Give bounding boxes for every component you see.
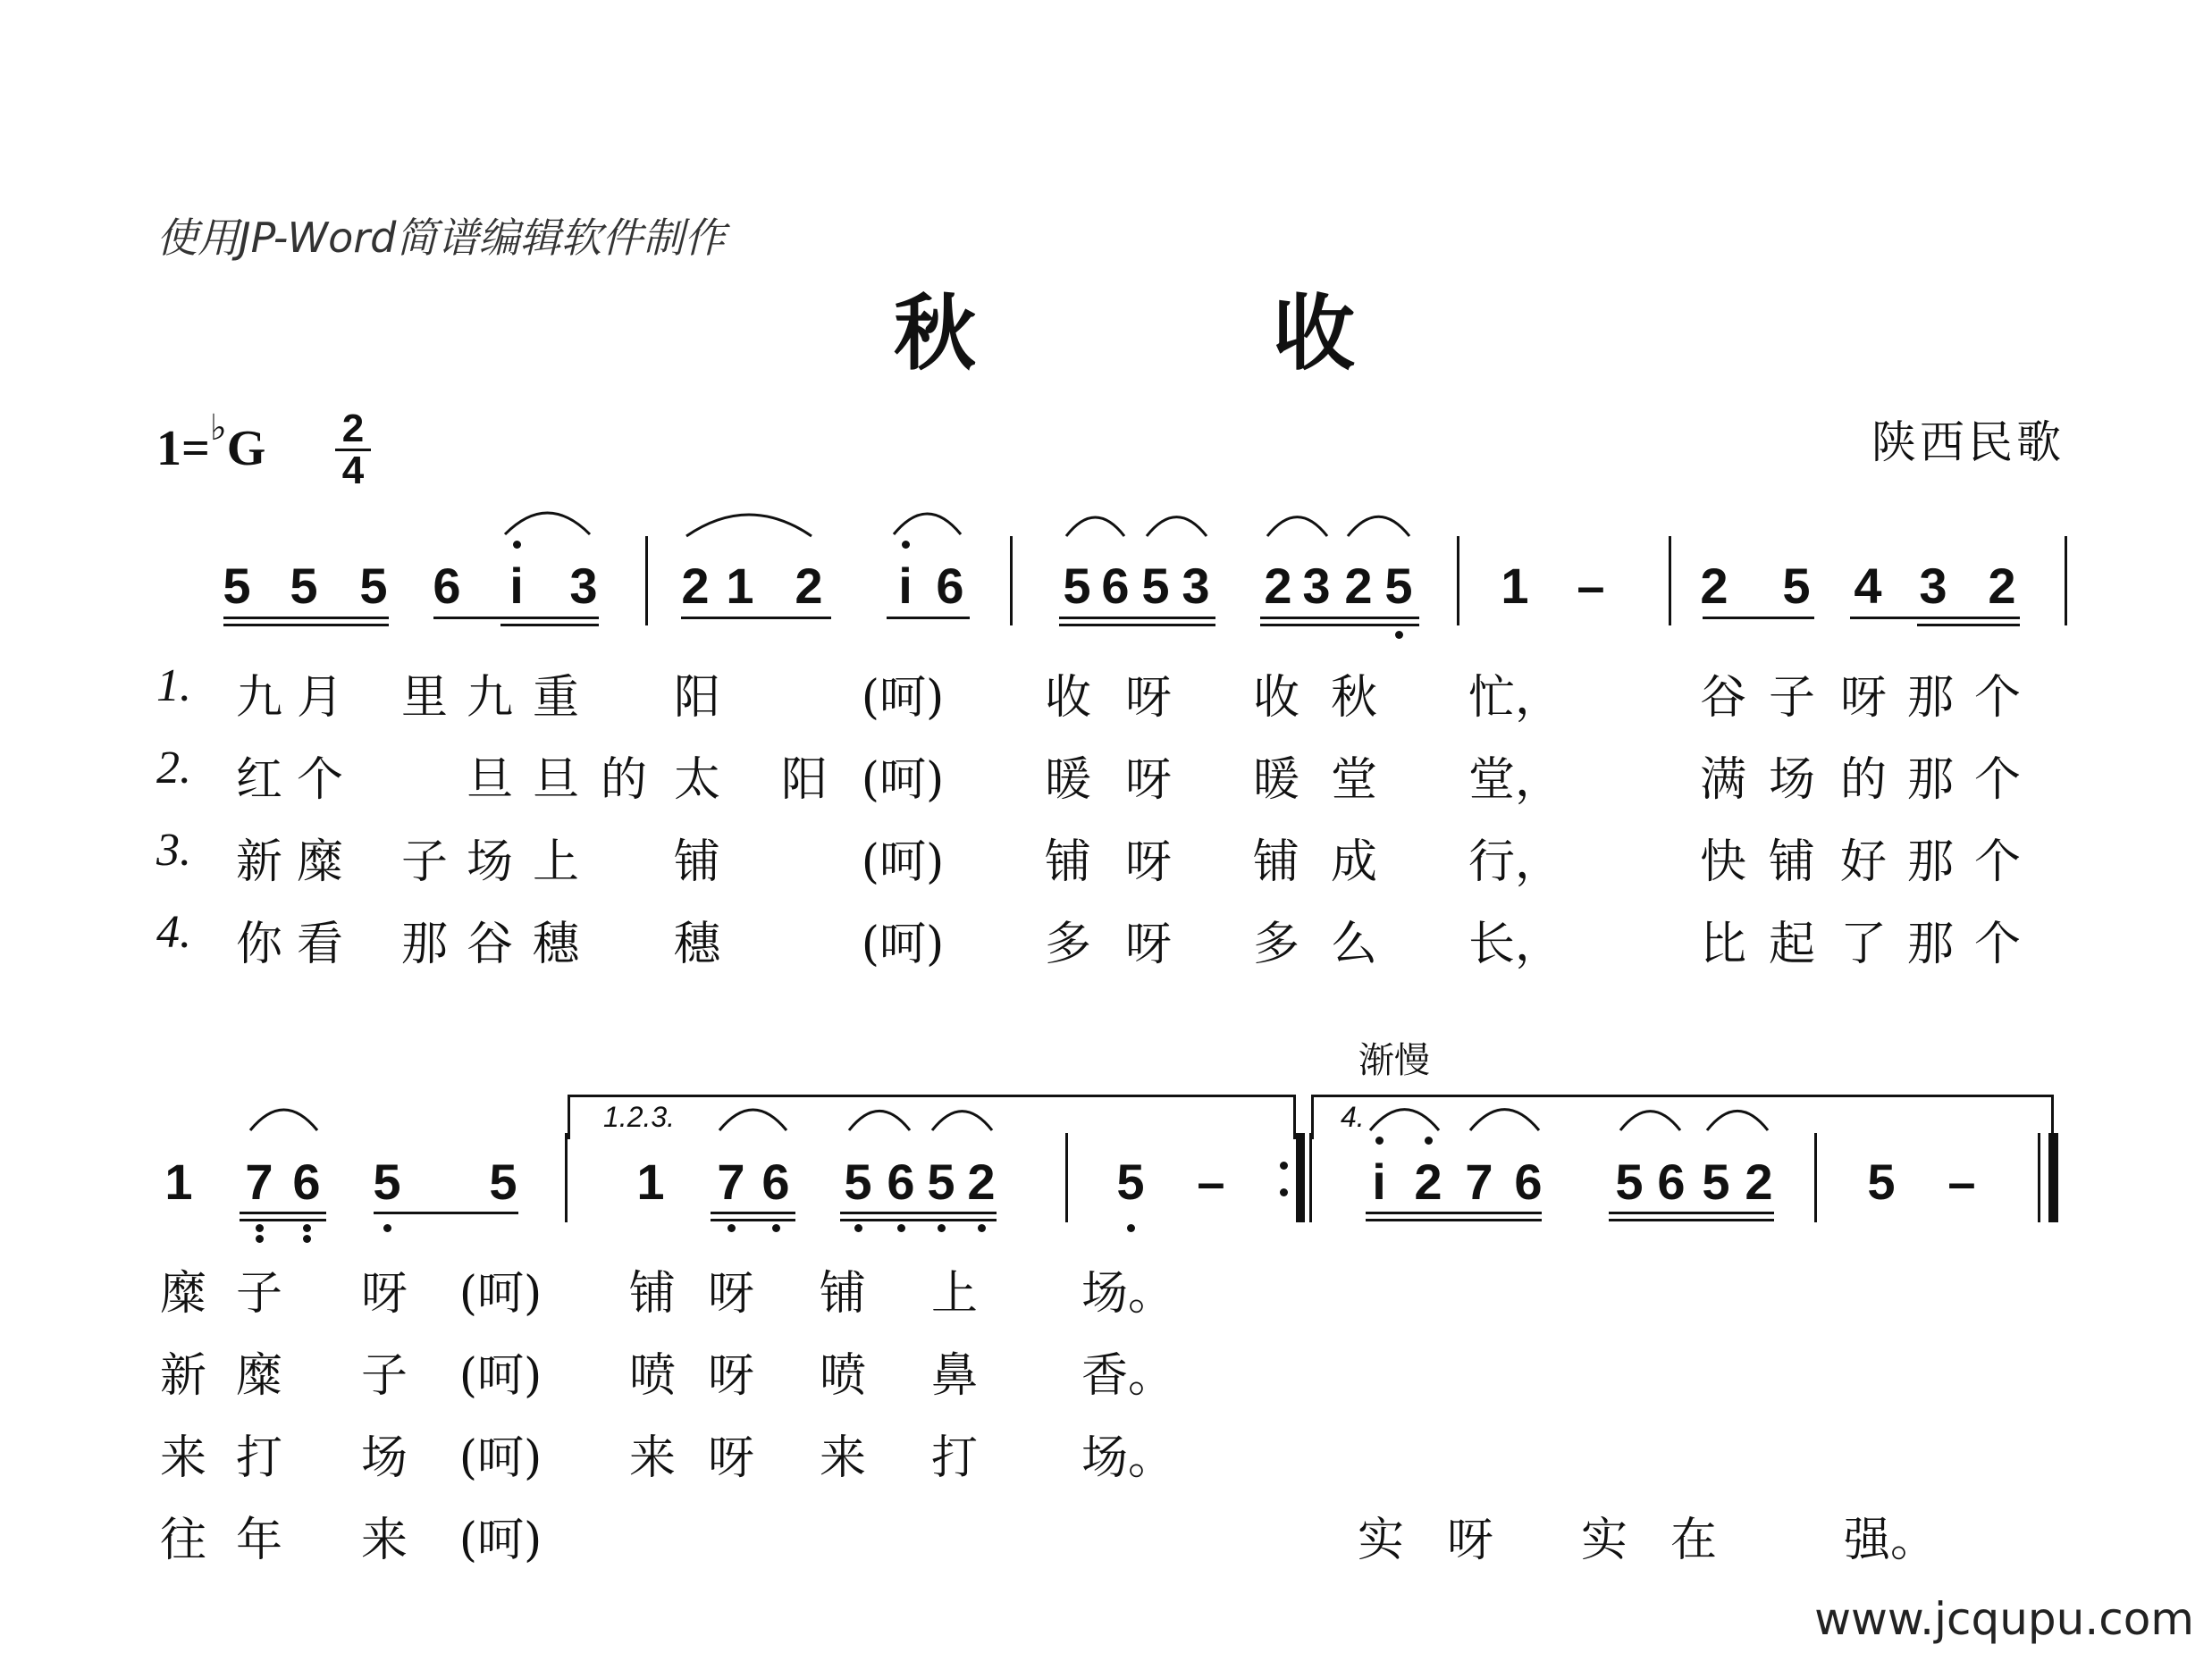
note-digit: 3 bbox=[1919, 558, 1947, 614]
note-digit: 5 bbox=[1116, 1154, 1145, 1210]
slur bbox=[505, 513, 590, 534]
lyric-syllable: 子 bbox=[1768, 671, 1816, 725]
slur bbox=[719, 1110, 786, 1130]
note-digit: 1 bbox=[164, 1154, 193, 1210]
lyric-syllable: 喷 bbox=[819, 1349, 867, 1403]
lyric-syllable: 实 bbox=[1357, 1514, 1405, 1567]
lyric-syllable: 铺 bbox=[1252, 835, 1300, 889]
lyric-syllable: 呀 bbox=[707, 1267, 755, 1321]
octave-dot-low bbox=[383, 1224, 391, 1232]
lyric-syllable: 来 bbox=[628, 1431, 677, 1485]
lyric-syllable: 的 bbox=[1839, 753, 1888, 807]
lyric-syllable: 往 bbox=[159, 1514, 207, 1567]
note-digit: 2 bbox=[1700, 558, 1728, 614]
lyric-syllable: 旦 bbox=[466, 753, 514, 807]
octave-dot-low bbox=[772, 1224, 780, 1232]
lyric-syllable: 暖 bbox=[1044, 753, 1092, 807]
lyric-syllable: 喷 bbox=[628, 1349, 677, 1403]
lyric-syllable: 了 bbox=[1839, 918, 1888, 971]
lyric-syllable: 铺 bbox=[1044, 835, 1092, 889]
lyric-syllable: 那 bbox=[1906, 753, 1955, 807]
lyric-syllable: 呀 bbox=[1124, 918, 1173, 971]
note-digit: 1 bbox=[1501, 558, 1529, 614]
key-note: G bbox=[226, 421, 266, 476]
slur bbox=[1620, 1112, 1680, 1130]
octave-dot-high bbox=[1375, 1137, 1384, 1145]
lyric-syllable: 糜 bbox=[235, 1349, 283, 1403]
note-digit: 7 bbox=[245, 1154, 273, 1210]
slur bbox=[686, 515, 812, 536]
lyric-syllable: 阳 bbox=[780, 753, 828, 807]
lyric-syllable: 子 bbox=[235, 1267, 283, 1321]
lyric-syllable: 鼻 bbox=[930, 1349, 979, 1403]
note-digit: 2 bbox=[1414, 1154, 1442, 1210]
lyric-syllable: 来 bbox=[360, 1514, 408, 1567]
verse-number: 1. bbox=[156, 660, 191, 711]
note-digit: i bbox=[509, 558, 524, 614]
lyric-syllable: 场。 bbox=[1081, 1431, 1175, 1485]
lyric-syllable: 九 bbox=[235, 671, 283, 725]
lyric-syllable: 看 bbox=[296, 918, 344, 971]
lyric-syllable: 呀 bbox=[1446, 1514, 1494, 1567]
lyric-syllable: 个 bbox=[1973, 671, 2022, 725]
lyric-syllable: 个 bbox=[1973, 918, 2022, 971]
note-digit: 2 bbox=[681, 558, 710, 614]
octave-dot-low bbox=[256, 1235, 264, 1243]
watermark: www.jcqupu.com bbox=[1814, 1593, 2194, 1645]
note-digit: 6 bbox=[292, 1154, 321, 1210]
lyric-syllable: 个 bbox=[1973, 753, 2022, 807]
octave-dot-low bbox=[256, 1224, 264, 1232]
note-digit: 4 bbox=[1854, 558, 1882, 614]
lyric-syllable: 谷 bbox=[1699, 671, 1747, 725]
note-digit: 6 bbox=[887, 1154, 915, 1210]
lyric-syllable: 铺 bbox=[628, 1267, 677, 1321]
octave-dot-high bbox=[1425, 1137, 1433, 1145]
octave-dot-low bbox=[728, 1224, 736, 1232]
lyric-syllable: 铺 bbox=[819, 1267, 867, 1321]
lyric-syllable: 忙， bbox=[1468, 671, 1562, 725]
lyric-syllable: 暖 bbox=[1252, 753, 1300, 807]
lyric-syllable: (呵) bbox=[861, 835, 945, 889]
octave-dot-low bbox=[303, 1224, 311, 1232]
lyric-syllable: 谷 bbox=[466, 918, 514, 971]
lyric-syllable: 的 bbox=[600, 753, 648, 807]
note-digit: 7 bbox=[717, 1154, 745, 1210]
lyric-syllable: 呀 bbox=[707, 1349, 755, 1403]
lyric-syllable: 糜 bbox=[159, 1267, 207, 1321]
lyric-syllable: 场。 bbox=[1081, 1267, 1175, 1321]
slur bbox=[1147, 517, 1207, 536]
note-digit: 2 bbox=[967, 1154, 996, 1210]
note-digit: 3 bbox=[1182, 558, 1210, 614]
key-prefix: 1= bbox=[156, 421, 210, 476]
lyric-syllable: 九 bbox=[466, 671, 514, 725]
lyric-syllable: 呀 bbox=[1124, 671, 1173, 725]
octave-dot-low bbox=[854, 1224, 862, 1232]
repeat-dot bbox=[1280, 1162, 1288, 1170]
note-digit: i bbox=[1372, 1154, 1386, 1210]
note-digit: 5 bbox=[1702, 1154, 1730, 1210]
volta-1-right bbox=[1293, 1095, 1296, 1139]
lyric-syllable: 那 bbox=[1906, 918, 1955, 971]
note-digit: 5 bbox=[844, 1154, 872, 1210]
lyric-syllable: 重 bbox=[532, 671, 580, 725]
lyric-syllable: (呵) bbox=[861, 671, 945, 725]
lyric-syllable: 场 bbox=[1768, 753, 1816, 807]
note-digit: 5 bbox=[223, 558, 251, 614]
note-digit: 6 bbox=[433, 558, 461, 614]
note-digit: 2 bbox=[1745, 1154, 1773, 1210]
volta-1-left bbox=[568, 1095, 570, 1139]
lyric-syllable: 秋 bbox=[1330, 671, 1378, 725]
slur bbox=[894, 514, 961, 534]
note-digit: 5 bbox=[1782, 558, 1811, 614]
lyric-syllable: 个 bbox=[1973, 835, 2022, 889]
software-note: 使用JP-Word简谱编辑软件制作 bbox=[156, 214, 726, 262]
note-digit: 5 bbox=[1141, 558, 1170, 614]
lyric-syllable: 年 bbox=[235, 1514, 283, 1567]
lyric-syllable: 满 bbox=[1699, 753, 1747, 807]
lyric-syllable: 新 bbox=[235, 835, 283, 889]
lyric-syllable: 快 bbox=[1699, 835, 1747, 889]
volta-2-label: 4. bbox=[1341, 1101, 1365, 1133]
volta-2-right bbox=[2051, 1095, 2054, 1139]
slur bbox=[1348, 516, 1409, 536]
lyric-syllable: 那 bbox=[1906, 671, 1955, 725]
octave-dot-low bbox=[978, 1224, 986, 1232]
lyric-syllable: 多 bbox=[1044, 918, 1092, 971]
time-denominator: 4 bbox=[335, 449, 371, 491]
lyric-syllable: 呀 bbox=[707, 1431, 755, 1485]
lyric-syllable: 呀 bbox=[1124, 835, 1173, 889]
note-digit: 6 bbox=[1514, 1154, 1543, 1210]
lyric-syllable: 行， bbox=[1468, 835, 1562, 889]
note-digit: 5 bbox=[489, 1154, 517, 1210]
lyric-syllable: 个 bbox=[296, 753, 344, 807]
song-title: 秋 收 bbox=[894, 285, 1490, 382]
lyric-syllable: (呵) bbox=[458, 1514, 542, 1567]
note-digit: 2 bbox=[1988, 558, 2016, 614]
lyric-syllable: 太 bbox=[673, 753, 721, 807]
lyric-syllable: 场 bbox=[466, 835, 514, 889]
note-digit: 1 bbox=[726, 558, 754, 614]
composer: 陕西民歌 bbox=[1871, 416, 2065, 468]
slur bbox=[1267, 517, 1327, 536]
lyric-syllable: 呀 bbox=[360, 1267, 408, 1321]
note-digit: i bbox=[898, 558, 913, 614]
volta-1-label: 1.2.3. bbox=[603, 1101, 676, 1133]
lyric-syllable: 场 bbox=[360, 1431, 408, 1485]
note-digit: 6 bbox=[1657, 1154, 1686, 1210]
slur bbox=[1707, 1111, 1768, 1130]
slur bbox=[1066, 517, 1124, 536]
repeat-dot bbox=[1280, 1188, 1288, 1196]
note-digit: – bbox=[1577, 558, 1605, 614]
note-digit: 2 bbox=[1344, 558, 1373, 614]
lyric-syllable: 新 bbox=[159, 1349, 207, 1403]
tempo-mark: 渐慢 bbox=[1358, 1040, 1430, 1081]
flat-sign: ♭ bbox=[209, 407, 227, 448]
slur bbox=[250, 1110, 317, 1130]
lyric-syllable: 穗 bbox=[532, 918, 580, 971]
octave-dot-low bbox=[938, 1224, 946, 1232]
lyric-syllable: 那 bbox=[400, 918, 449, 971]
lyric-syllable: 上 bbox=[930, 1267, 979, 1321]
lyric-syllable: 堂， bbox=[1468, 753, 1562, 807]
note-digit: 5 bbox=[290, 558, 318, 614]
note-digit: – bbox=[1947, 1154, 1976, 1210]
note-digit: – bbox=[1197, 1154, 1225, 1210]
slur bbox=[1470, 1110, 1539, 1130]
lyric-syllable: 起 bbox=[1768, 918, 1816, 971]
octave-dot-low bbox=[1395, 631, 1403, 639]
lyric-syllable: 阳 bbox=[673, 671, 721, 725]
lyric-syllable: 那 bbox=[1906, 835, 1955, 889]
lyric-syllable: 红 bbox=[235, 753, 283, 807]
lyric-syllable: 呀 bbox=[1124, 753, 1173, 807]
note-digit: 5 bbox=[1063, 558, 1091, 614]
lyric-syllable: (呵) bbox=[458, 1349, 542, 1403]
lyric-syllable: 长， bbox=[1468, 918, 1562, 971]
lyric-syllable: 上 bbox=[532, 835, 580, 889]
note-digit: 6 bbox=[761, 1154, 790, 1210]
note-digit: 6 bbox=[936, 558, 964, 614]
note-digit: 5 bbox=[1867, 1154, 1896, 1210]
note-digit: 6 bbox=[1101, 558, 1130, 614]
lyric-syllable: 堂 bbox=[1330, 753, 1378, 807]
verse-number: 2. bbox=[156, 743, 191, 793]
note-digit: 3 bbox=[1302, 558, 1331, 614]
time-numerator: 2 bbox=[341, 407, 365, 450]
note-digit: 1 bbox=[636, 1154, 665, 1210]
lyric-syllable: (呵) bbox=[458, 1431, 542, 1485]
slur bbox=[849, 1111, 910, 1130]
note-digit: 3 bbox=[569, 558, 598, 614]
lyric-syllable: 香。 bbox=[1081, 1349, 1175, 1403]
note-digit: 5 bbox=[373, 1154, 401, 1210]
slur bbox=[932, 1112, 992, 1130]
note-digit: 5 bbox=[927, 1154, 955, 1210]
volta-2-left bbox=[1311, 1095, 1314, 1139]
note-digit: 5 bbox=[1384, 558, 1413, 614]
note-digit: 2 bbox=[795, 558, 823, 614]
lyric-syllable: 么 bbox=[1330, 918, 1378, 971]
lyric-syllable: 里 bbox=[400, 671, 449, 725]
lyric-syllable: 子 bbox=[400, 835, 449, 889]
lyric-syllable: (呵) bbox=[861, 918, 945, 971]
lyric-syllable: 收 bbox=[1252, 671, 1300, 725]
volta-2-top bbox=[1311, 1095, 2053, 1097]
lyric-syllable: 在 bbox=[1670, 1514, 1718, 1567]
note-digit: 5 bbox=[359, 558, 388, 614]
lyric-syllable: 打 bbox=[930, 1431, 979, 1485]
lyric-syllable: 呀 bbox=[1839, 671, 1888, 725]
lyric-syllable: 实 bbox=[1580, 1514, 1628, 1567]
lyric-syllable: 月 bbox=[296, 671, 344, 725]
volta-1-top bbox=[568, 1095, 1296, 1097]
lyric-syllable: (呵) bbox=[458, 1267, 542, 1321]
note-digit: 2 bbox=[1264, 558, 1292, 614]
verse-number: 3. bbox=[156, 825, 191, 876]
lyric-syllable: (呵) bbox=[861, 753, 945, 807]
octave-dot-low bbox=[1127, 1224, 1135, 1232]
lyric-syllable: 你 bbox=[235, 918, 283, 971]
lyric-syllable: 来 bbox=[159, 1431, 207, 1485]
verse-number: 4. bbox=[156, 907, 191, 958]
lyric-syllable: 糜 bbox=[296, 835, 344, 889]
note-digit: 7 bbox=[1465, 1154, 1493, 1210]
lyric-syllable: 铺 bbox=[673, 835, 721, 889]
lyric-syllable: 旦 bbox=[532, 753, 580, 807]
octave-dot-low bbox=[303, 1235, 311, 1243]
lyric-syllable: 比 bbox=[1699, 918, 1747, 971]
note-digit: 5 bbox=[1615, 1154, 1644, 1210]
octave-dot-low bbox=[897, 1224, 905, 1232]
lyric-syllable: 打 bbox=[235, 1431, 283, 1485]
lyric-syllable: 多 bbox=[1252, 918, 1300, 971]
slur bbox=[1370, 1110, 1439, 1130]
lyric-syllable: 来 bbox=[819, 1431, 867, 1485]
lyric-syllable: 强。 bbox=[1843, 1514, 1938, 1567]
lyric-syllable: 成 bbox=[1330, 835, 1378, 889]
lyric-syllable: 铺 bbox=[1768, 835, 1816, 889]
lyric-syllable: 穗 bbox=[673, 918, 721, 971]
lyric-syllable: 好 bbox=[1839, 835, 1888, 889]
lyric-syllable: 子 bbox=[360, 1349, 408, 1403]
lyric-syllable: 收 bbox=[1044, 671, 1092, 725]
